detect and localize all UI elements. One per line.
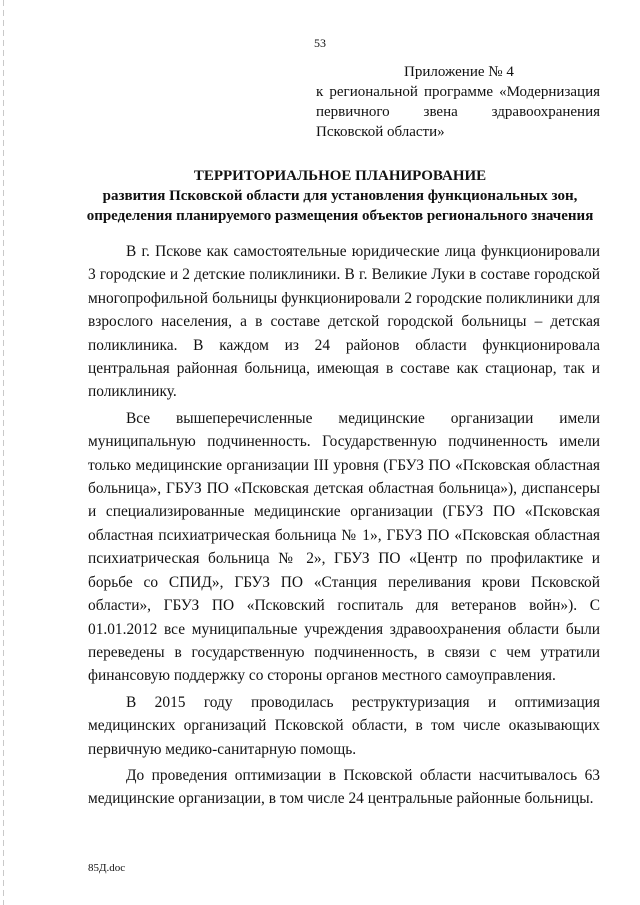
footer-filename: 85Д.doc bbox=[88, 862, 126, 874]
annex-line-1: к региональной программе «Модернизация bbox=[316, 84, 600, 100]
scan-edge bbox=[3, 0, 4, 905]
document-body bbox=[88, 240, 600, 814]
heading-subtitle-line-2: определения планируемого размещения объектов регионального значения bbox=[86, 208, 594, 224]
body-paragraph-3: В 2015 году проводилась реструктуризация и оптимизация медицинских организаций Псковской области, в том числе оказывающих первичную медико-санитарную помощь. bbox=[88, 693, 600, 758]
annex-line-2: первичного звена здравоохранения bbox=[316, 104, 600, 120]
body-paragraph-2: Все вышеперечисленные медицинские организации имели муниципальную подчиненность. Государственную подчиненность имели только медицинские организации III уровня (ГБУЗ ПО «Псковская областная больница», ГБУЗ ПО «Псковская детская областная больница»), диспансеры и специализированные медицинские организации (ГБУЗ ПО «Псковская областная психиатрическая больница № 1», ГБУЗ ПО «Псковская областная психиатрическая больница № 2», ГБУЗ ПО «Центр по профилактике и борьбе со СПИД», ГБУЗ ПО «Станция переливания крови Псковской области», ГБУЗ ПО «Псковский госпиталь для ветеранов войн»). С 01.01.2012 все муниципальные учреждения здравоохранения области были переведены в государственную подчиненность, в связи с чем утратили финансовую поддержку со стороны органов местного самоуправления. bbox=[88, 409, 600, 685]
page-number: 53 bbox=[314, 36, 326, 50]
document-heading bbox=[80, 166, 600, 226]
heading-title: ТЕРРИТОРИАЛЬНОЕ ПЛАНИРОВАНИЕ bbox=[193, 168, 487, 184]
annex-block bbox=[316, 62, 600, 142]
body-paragraph-1: В г. Пскове как самостоятельные юридические лица функционировали 3 городские и 2 детские поликлиники. В г. Великие Луки в составе городской многопрофильной больницы функционировали 2 городские поликлиники для взрослого населения, а в составе детской городской больницы – детская поликлиника. В каждом из 24 районов области функционировала центральная районная больница, имеющая в составе как стационар, так и поликлинику. bbox=[88, 243, 600, 401]
heading-subtitle-line-1: развития Псковской области для установления функциональных зон, bbox=[102, 188, 578, 204]
annex-title: Приложение № 4 bbox=[404, 64, 514, 80]
annex-line-3: Псковской области» bbox=[316, 124, 445, 140]
body-paragraph-4: До проведения оптимизации в Псковской области насчитывалось 63 медицинские организации, в том числе 24 центральные районные больницы. bbox=[88, 766, 600, 808]
